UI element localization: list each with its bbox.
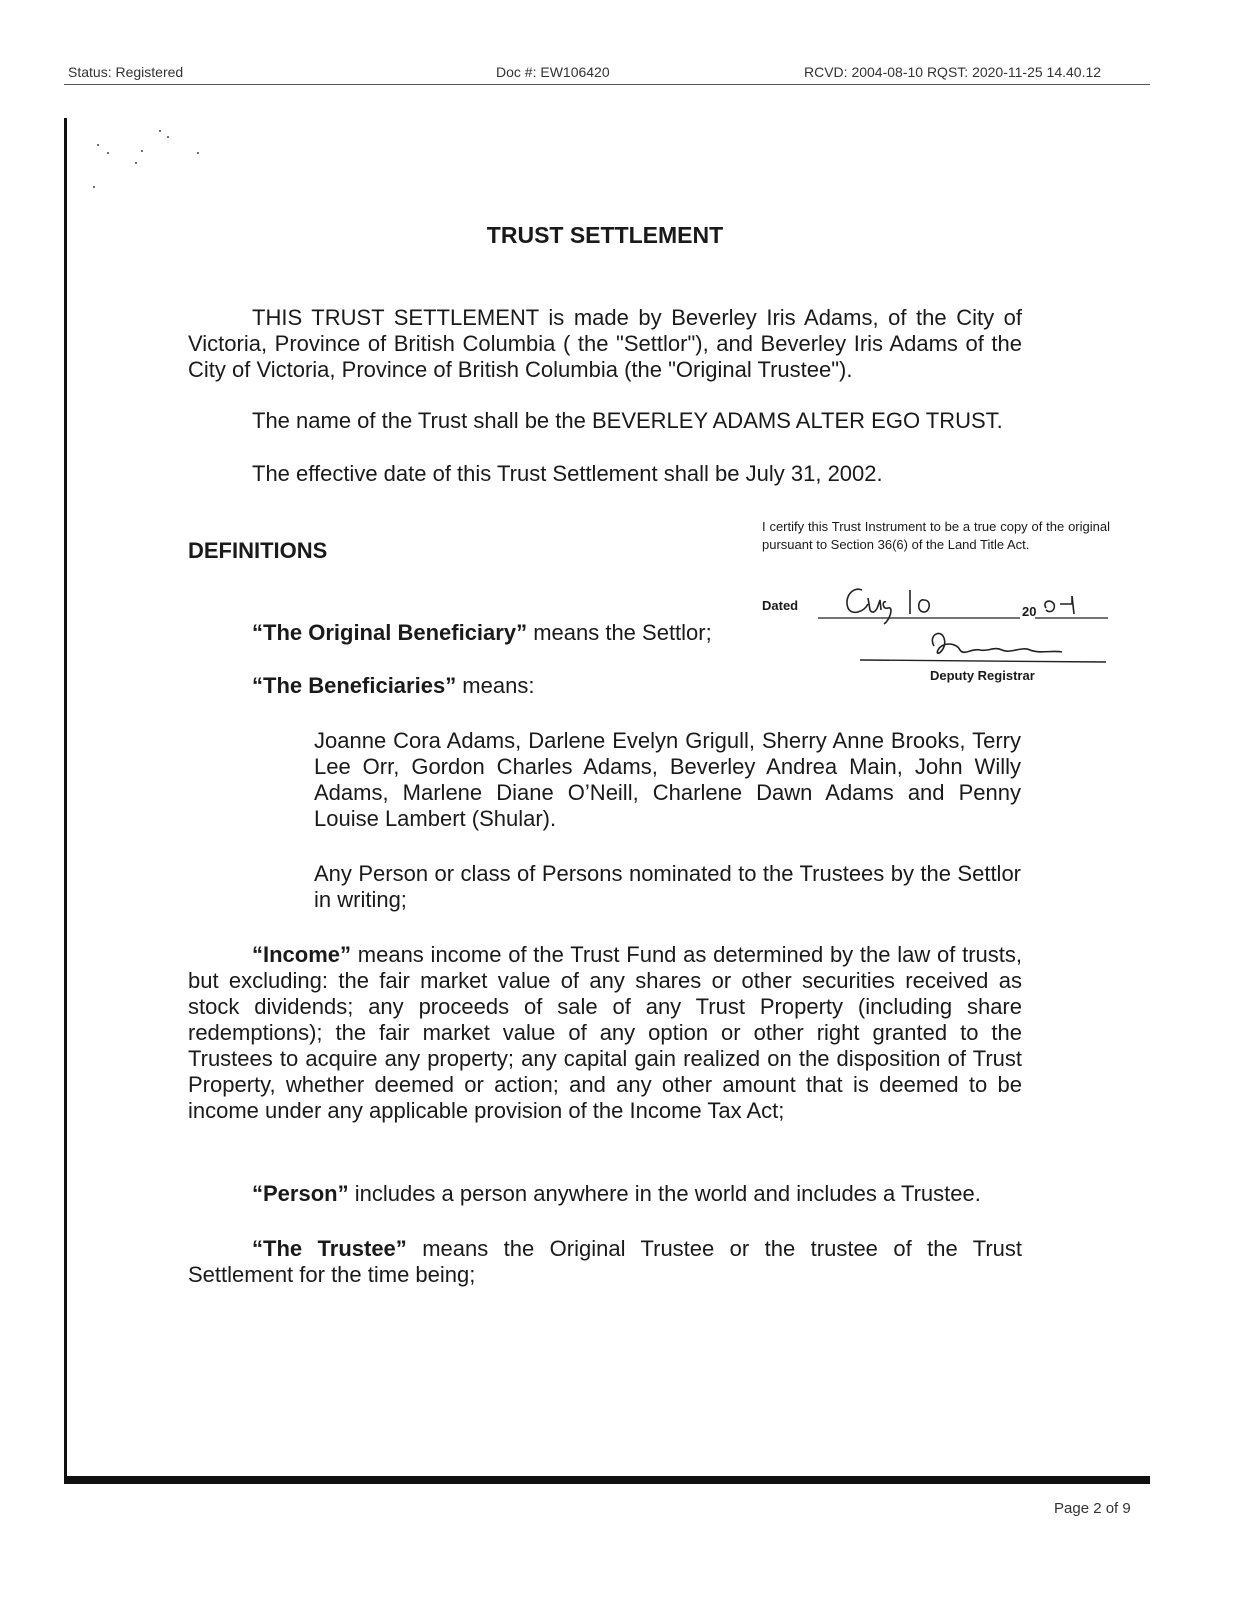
trust-name-paragraph: The name of the Trust shall be the BEVERLEY ADAMS ALTER EGO TRUST. bbox=[252, 408, 1003, 433]
left-border-line bbox=[64, 118, 67, 1476]
header-rule bbox=[64, 84, 1150, 85]
original-beneficiary-definition bbox=[252, 620, 742, 646]
handwritten-year bbox=[1045, 596, 1074, 614]
intro-paragraph: THIS TRUST SETTLEMENT is made by Beverley Iris Adams, of the City of Victoria, Province of British Columbia ( the "Settlor"), and Beverley Iris Adams of the City of Victoria, Province of British Columbia (the "Original Trustee"). bbox=[188, 305, 1022, 382]
original-beneficiary-term: “The Original Beneficiary” bbox=[252, 620, 528, 645]
dated-label: Dated bbox=[762, 598, 799, 613]
income-term: “Income” bbox=[252, 942, 352, 967]
beneficiaries-definition bbox=[252, 673, 742, 699]
any-person-paragraph: Any Person or class of Persons nominated to the Trustees by the Settlor in writing; bbox=[314, 861, 1021, 912]
original-beneficiary-text: means the Settlor; bbox=[527, 620, 712, 645]
bottom-border-bar bbox=[64, 1476, 1150, 1484]
doc-number: Doc #: EW106420 bbox=[496, 64, 610, 80]
certification-stamp bbox=[810, 580, 1110, 690]
page-number: Page 2 of 9 bbox=[1054, 1500, 1131, 1517]
scan-specks bbox=[90, 125, 210, 195]
year-prefix: 20 bbox=[1022, 604, 1037, 619]
income-definition bbox=[188, 942, 1022, 1124]
person-text: includes a person anywhere in the world and includes a Trustee. bbox=[348, 1181, 981, 1206]
signer-title: Deputy Registrar bbox=[930, 668, 1035, 683]
document-title: TRUST SETTLEMENT bbox=[486, 222, 724, 248]
received-timestamp: RCVD: 2004-08-10 RQST: 2020-11-25 14.40.12 bbox=[804, 64, 1102, 80]
effective-date-paragraph: The effective date of this Trust Settlement shall be July 31, 2002. bbox=[252, 461, 883, 486]
beneficiaries-list: Joanne Cora Adams, Darlene Evelyn Grigull, Sherry Anne Brooks, Terry Lee Orr, Gordon Charles Adams, Beverley Andrea Main, John Willy Adams, Marlene Diane O’Neill, Charlene Dawn Adams and Penny Louise Lambert (Shular). bbox=[314, 728, 1021, 831]
person-term: “Person” bbox=[252, 1181, 349, 1206]
handwritten-date bbox=[847, 589, 929, 624]
registrar-signature bbox=[932, 633, 1062, 653]
person-definition bbox=[252, 1181, 1022, 1207]
beneficiaries-term: “The Beneficiaries” bbox=[252, 673, 457, 698]
certification-text: I certify this Trust Instrument to be a true copy of the original pursuant to Section 36(6) of the Land Title Act. bbox=[762, 519, 1110, 552]
income-text: means income of the Trust Fund as determined by the law of trusts, but excluding: the fair market value of any shares or other securities received as stock dividends; any proceeds of sale of any Trust Property (including share redemptions); the fair market value of any option or other right granted to the Trustees to acquire any property; any capital gain realized on the disposition of Trust Property, whether deemed or action; and any other amount that is deemed to be income under any applicable provision of the Income Tax Act; bbox=[188, 942, 1022, 1123]
beneficiaries-text: means: bbox=[456, 673, 535, 698]
definitions-heading: DEFINITIONS bbox=[188, 538, 328, 563]
trustee-definition bbox=[188, 1236, 1022, 1288]
trustee-term: “The Trustee” bbox=[252, 1236, 407, 1261]
status-label: Status: Registered bbox=[68, 64, 184, 80]
trustee-text: means the Original Trustee or the trustee of the Trust Settlement for the time being; bbox=[188, 1236, 1022, 1287]
